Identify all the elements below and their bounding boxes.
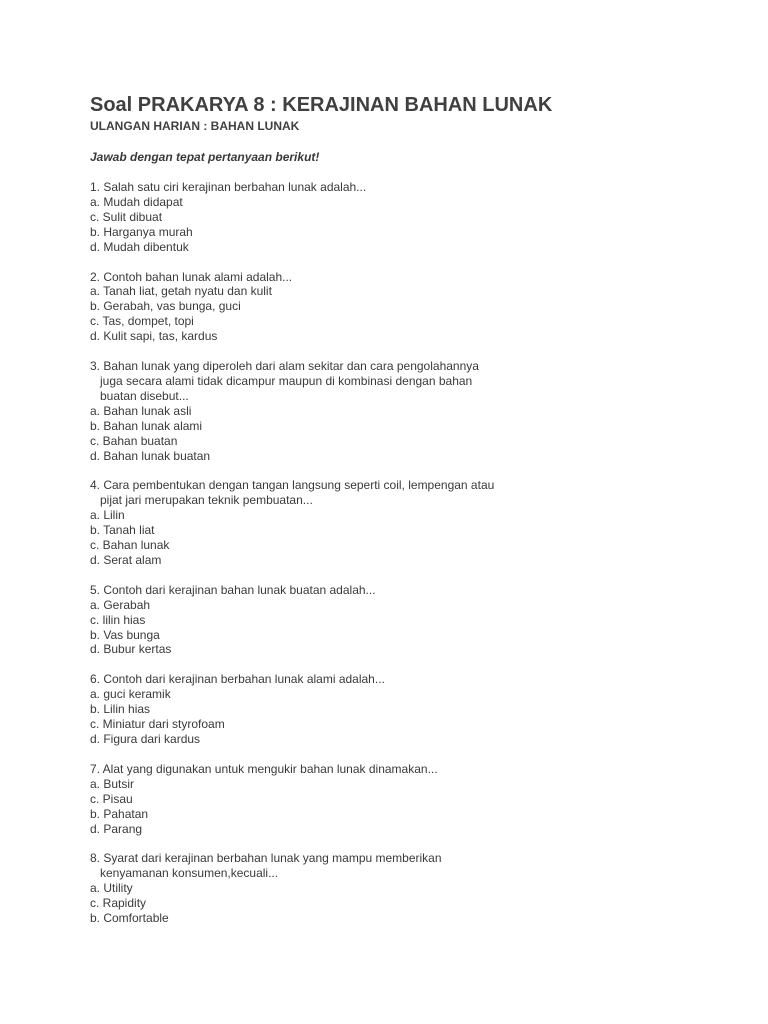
answer-option: b. Gerabah, vas bunga, guci xyxy=(90,299,241,314)
answer-option: b. Harganya murah xyxy=(90,224,193,239)
question-text: 1. Salah satu ciri kerajinan berbahan lunak adalah... xyxy=(90,180,367,194)
answer-option: b. Tanah liat xyxy=(90,523,155,538)
question-text: 5. Contoh dari kerajinan bahan lunak buatan adalah... xyxy=(90,582,376,597)
question-text: 2. Contoh bahan lunak alami adalah... xyxy=(90,269,293,284)
question-item xyxy=(90,180,730,255)
answer-option: b. Lilin hias xyxy=(90,702,151,717)
answer-option: a. Bahan lunak asli xyxy=(90,403,192,418)
answer-option: d. Bubur kertas xyxy=(90,642,172,657)
answer-option: c. Rapidity xyxy=(90,896,147,911)
question-text: 8. Syarat dari kerajinan berbahan lunak yang mampu memberikan xyxy=(90,851,442,866)
question-item xyxy=(90,762,730,837)
question-item xyxy=(90,270,730,345)
answer-option: b. Vas bunga xyxy=(90,627,160,642)
answer-option: c. Bahan buatan xyxy=(90,433,178,448)
answer-option: b. Pahatan xyxy=(90,806,149,821)
answer-option: d. Kulit sapi, tas, kardus xyxy=(90,329,218,344)
question-item xyxy=(90,478,730,567)
answer-option: d. Bahan lunak buatan xyxy=(90,448,211,463)
instruction-text: Jawab dengan tepat pertanyaan berikut! xyxy=(90,150,320,164)
answer-option: a. guci keramik xyxy=(90,687,171,702)
question-text: juga secara alami tidak dicampur maupun di kombinasi dengan bahan xyxy=(100,373,473,388)
question-text: 7. Alat yang digunakan untuk mengukir bahan lunak dinamakan... xyxy=(90,761,438,776)
question-item xyxy=(90,672,730,747)
answer-option: c. Pisau xyxy=(90,791,133,806)
answer-option: a. Utility xyxy=(90,881,133,896)
document-subtitle: ULANGAN HARIAN : BAHAN LUNAK xyxy=(90,119,300,133)
answer-option: a. Mudah didapat xyxy=(90,194,183,209)
answer-option: c. Bahan lunak xyxy=(90,538,170,553)
question-text: 4. Cara pembentukan dengan tangan langsung seperti coil, lempengan atau xyxy=(90,478,495,493)
document-title: Soal PRAKARYA 8 : KERAJINAN BAHAN LUNAK xyxy=(90,94,553,116)
question-text: 6. Contoh dari kerajinan berbahan lunak alami adalah... xyxy=(90,672,385,687)
answer-option: c. Sulit dibuat xyxy=(90,209,163,224)
answer-option: d. Parang xyxy=(90,821,143,836)
answer-option: a. Gerabah xyxy=(90,597,151,612)
question-text: buatan disebut... xyxy=(100,388,189,403)
document-page xyxy=(90,93,730,941)
question-item xyxy=(90,851,730,926)
answer-option: c. Miniatur dari styrofoam xyxy=(90,717,225,732)
answer-option: c. Tas, dompet, topi xyxy=(90,314,194,329)
question-list xyxy=(90,180,730,926)
answer-option: a. Lilin xyxy=(90,508,125,523)
answer-option: a. Butsir xyxy=(90,776,135,791)
answer-option: d. Mudah dibentuk xyxy=(90,239,189,254)
question-item xyxy=(90,583,730,658)
answer-option: c. lilin hias xyxy=(90,612,146,627)
answer-option: a. Tanah liat, getah nyatu dan kulit xyxy=(90,284,272,299)
question-text: 3. Bahan lunak yang diperoleh dari alam sekitar dan cara pengolahannya xyxy=(90,359,479,374)
question-item xyxy=(90,359,730,463)
question-text: kenyamanan konsumen,kecuali... xyxy=(100,866,279,881)
answer-option: b. Comfortable xyxy=(90,911,169,926)
question-text: pijat jari merupakan teknik pembuatan... xyxy=(100,493,313,508)
answer-option: d. Serat alam xyxy=(90,552,162,567)
answer-option: d. Figura dari kardus xyxy=(90,732,201,746)
answer-option: b. Bahan lunak alami xyxy=(90,418,203,433)
